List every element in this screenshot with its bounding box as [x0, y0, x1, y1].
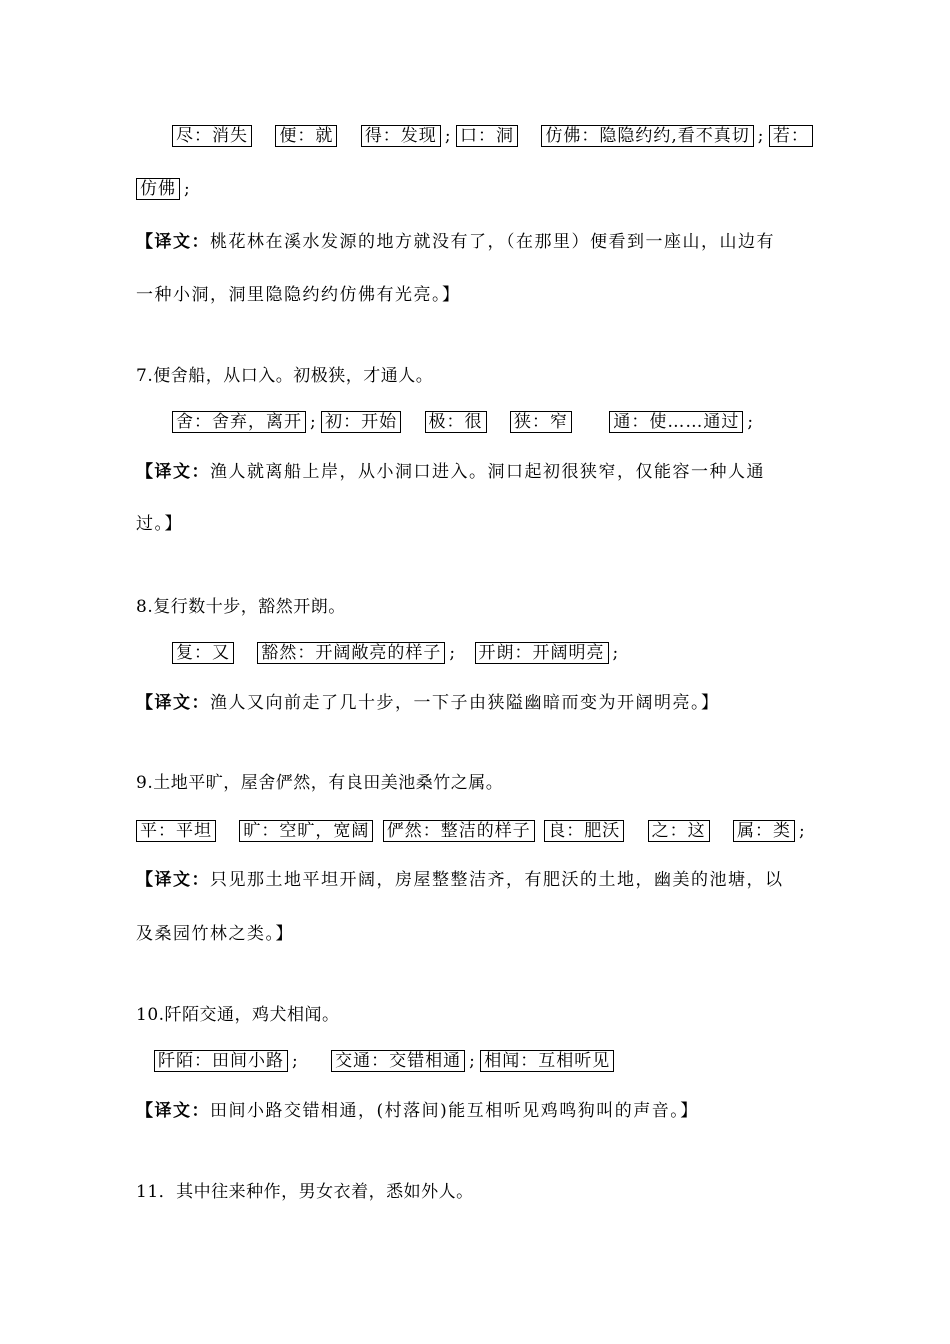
gloss-item: 复：又	[172, 642, 234, 664]
translation-text: 过。】	[136, 514, 183, 534]
gloss-item: 仿佛	[136, 178, 180, 200]
gloss-item: 开朗：开阔明亮	[475, 642, 609, 664]
translation-label: 【译文：	[136, 462, 210, 482]
translation-text: 渔人又向前走了几十步，一下子由狭隘幽暗而变为开阔明亮。】	[210, 693, 720, 713]
gloss-item: 阡陌：田间小路	[154, 1050, 288, 1072]
gloss-item: 尽：消失	[172, 125, 252, 147]
gloss-item: 若：	[769, 125, 813, 147]
source-9	[136, 771, 840, 795]
translation-label: 【译文：	[136, 1101, 210, 1121]
gloss-item: 便：就	[275, 125, 337, 147]
gloss-item: 俨然：整洁的样子	[383, 820, 535, 842]
source-text: 10.阡陌交通，鸡犬相闻。	[136, 1005, 340, 1025]
gloss-item: 得：发现	[361, 125, 441, 147]
translation-9-line1	[136, 868, 840, 892]
source-11	[136, 1180, 840, 1204]
gloss-line-10: 阡陌：田间小路 ; 交通：交错相通 ; 相闻：互相听见	[154, 1049, 840, 1073]
gloss-line-9: 平：平坦 旷：空旷，宽阔 俨然：整洁的样子 良：肥沃 之：这 属：类 ;	[136, 819, 840, 843]
translation-9-line2	[136, 922, 840, 946]
gloss-item: 旷：空旷，宽阔	[239, 820, 373, 842]
translation-text: 及桑园竹林之类。】	[136, 924, 294, 944]
gloss-item: 狭：窄	[510, 411, 572, 433]
translation-6-line2	[136, 283, 840, 307]
gloss-item: 良：肥沃	[544, 820, 624, 842]
gloss-item: 舍：舍弃，离开	[172, 411, 306, 433]
translation-6-line1	[136, 230, 840, 254]
gloss-item: 极：很	[425, 411, 487, 433]
gloss-item: 平：平坦	[136, 820, 216, 842]
gloss-line-7: 舍：舍弃，离开 ; 初：开始 极：很 狭：窄 通：使……通过 ;	[172, 410, 840, 434]
source-text: 11．其中往来种作，男女衣着，悉如外人。	[136, 1182, 474, 1202]
translation-text: 渔人就离船上岸，从小洞口进入。洞口起初很狭窄，仅能容一种人通	[210, 462, 765, 482]
source-text: 7.便舍船，从口入。初极狭，才通人。	[136, 366, 434, 386]
translation-label: 【译文：	[136, 232, 210, 252]
translation-7-line2	[136, 512, 840, 536]
translation-label: 【译文：	[136, 870, 210, 890]
gloss-item: 相闻：互相听见	[480, 1050, 614, 1072]
translation-label: 【译文：	[136, 693, 210, 713]
gloss-item: 口：洞	[456, 125, 518, 147]
source-10	[136, 1003, 840, 1027]
gloss-line-6a: 尽：消失 便：就 得：发现 ; 口：洞 仿佛：隐隐约约,看不真切 ; 若：	[172, 124, 840, 148]
gloss-line-6b: 仿佛 ;	[136, 177, 840, 201]
translation-8-line1	[136, 691, 840, 715]
gloss-item: 仿佛：隐隐约约,看不真切	[541, 125, 753, 147]
gloss-item: 豁然：开阔敞亮的样子	[257, 642, 445, 664]
gloss-item: 初：开始	[321, 411, 401, 433]
translation-text: 只见那土地平坦开阔，房屋整整洁齐，有肥沃的土地，幽美的池塘，以	[210, 870, 784, 890]
gloss-item: 之：这	[648, 820, 710, 842]
translation-text: 桃花林在溪水发源的地方就没有了，（在那里）便看到一座山，山边有	[210, 232, 775, 252]
translation-text: 田间小路交错相通，(村落间)能互相听见鸡鸣狗叫的声音。】	[210, 1101, 699, 1121]
gloss-item: 交通：交错相通	[331, 1050, 465, 1072]
gloss-item: 属：类	[733, 820, 795, 842]
source-text: 8.复行数十步，豁然开朗。	[136, 597, 346, 617]
translation-7-line1	[136, 460, 840, 484]
gloss-item: 通：使……通过	[609, 411, 743, 433]
gloss-line-8: 复：又 豁然：开阔敞亮的样子 ; 开朗：开阔明亮 ;	[172, 641, 840, 665]
translation-10-line1	[136, 1099, 840, 1123]
source-8	[136, 595, 840, 619]
translation-text: 一种小洞，洞里隐隐约约仿佛有光亮。】	[136, 285, 461, 305]
source-text: 9.土地平旷，屋舍俨然，有良田美池桑竹之属。	[136, 773, 504, 793]
source-7	[136, 364, 840, 388]
